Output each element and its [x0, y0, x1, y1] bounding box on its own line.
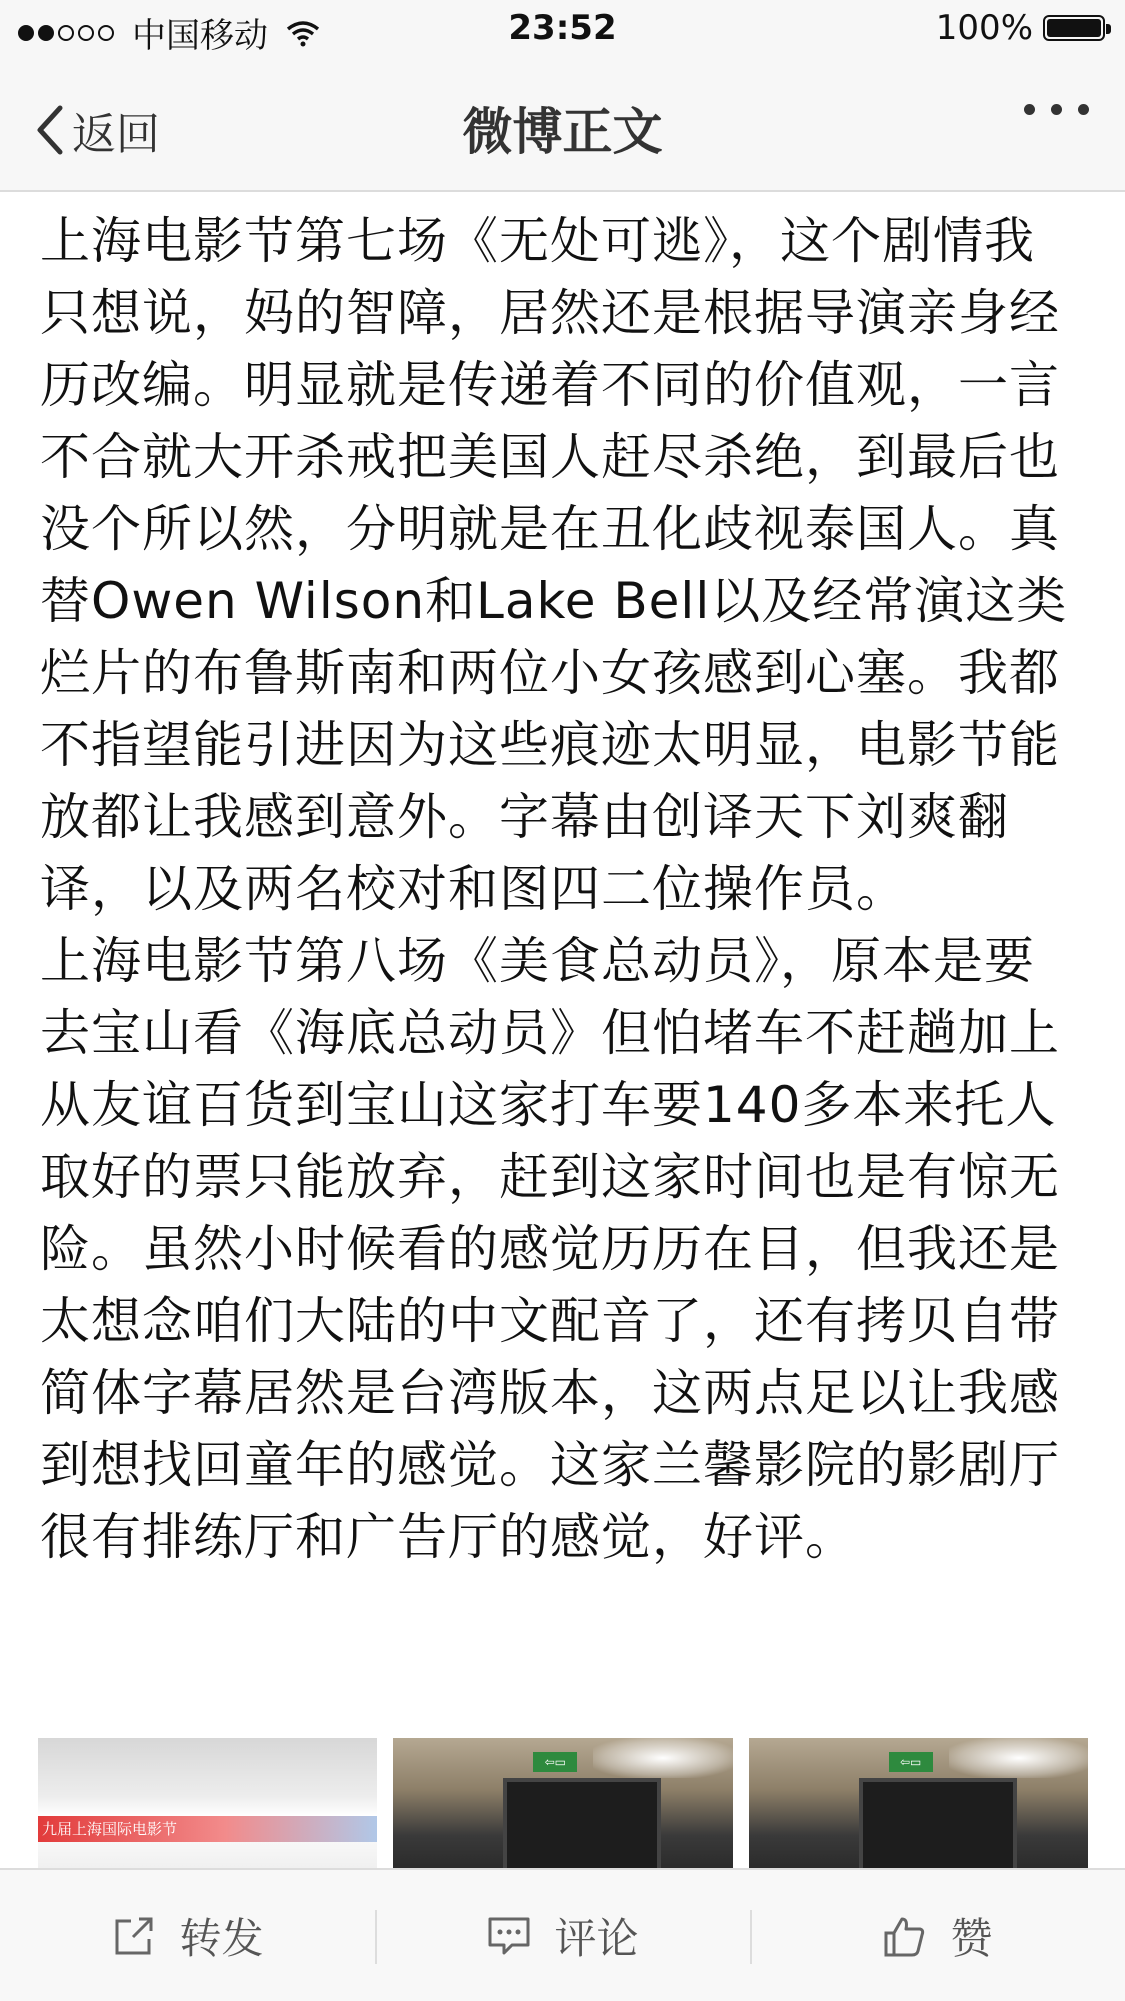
- nav-bar: [0, 60, 1125, 192]
- post-paragraph: 上海电影节第八场《美食总动员》，原本是要去宝山看《海底总动员》但怕堵车不赶趟加上从友谊百货到宝山这家打车要140多本来托人取好的票只能放弃，赶到这家时间也是有惊无险。虽然小时候看的感觉历历在目，但我还是太想念咱们大陆的中文配音了，还有拷贝自带简体字幕居然是台湾版本，这两点足以让我感到想找回童年的感觉。这家兰馨影院的影剧厅很有排练厅和广告厅的感觉，好评。: [40, 932, 1060, 1566]
- status-bar: [0, 0, 1125, 60]
- repost-label: 转发: [179, 1913, 264, 1963]
- comment-icon: [486, 1913, 532, 1959]
- back-label: 返回: [72, 109, 160, 160]
- like-button[interactable]: [750, 1870, 1125, 2001]
- carrier-name: 中国移动: [132, 16, 268, 56]
- battery-icon: [1043, 15, 1105, 41]
- clock: 23:52: [508, 8, 617, 48]
- battery-group: [936, 8, 1105, 48]
- post-photo[interactable]: [749, 1738, 1088, 1868]
- photo-banner-text: 九届上海国际电影节: [42, 1820, 178, 1838]
- more-dot-icon: [1078, 104, 1089, 115]
- comment-label: 评论: [554, 1913, 639, 1963]
- repost-button[interactable]: [0, 1870, 375, 2001]
- action-toolbar: [0, 1868, 1125, 2001]
- battery-percent: 100%: [935, 8, 1033, 48]
- thumbs-up-icon: [882, 1913, 928, 1959]
- share-icon: [111, 1913, 157, 1959]
- exit-sign: ⇦▭: [889, 1752, 933, 1772]
- photo-grid: [38, 1738, 1088, 1868]
- ceiling-light: [593, 1738, 732, 1778]
- theater-door: [503, 1778, 661, 1868]
- post-photo[interactable]: [393, 1738, 732, 1868]
- more-dot-icon: [1051, 104, 1062, 115]
- comment-button[interactable]: [375, 1870, 750, 2001]
- page-title: 微博正文: [462, 103, 663, 161]
- post-paragraph: 上海电影节第七场《无处可逃》，这个剧情我只想说，妈的智障，居然还是根据导演亲身经历改编。明显就是传递着不同的价值观，一言不合就大开杀戒把美国人赶尽杀绝，到最后也没个所以然，分明就是在丑化歧视泰国人。真替Owen Wilson和Lake Bell以及经常演这类烂片的布鲁斯南和两位小女孩感到心塞。我都不指望能引进因为这些痕迹太明显，电影节能放都让我感到意外。字幕由创译天下刘爽翻译，以及两名校对和图四二位操作员。: [40, 212, 1068, 918]
- theater-door: [859, 1778, 1017, 1868]
- post-body: [40, 205, 1085, 1573]
- more-dot-icon: [1024, 104, 1035, 115]
- like-label: 赞: [950, 1913, 993, 1963]
- exit-sign: ⇦▭: [533, 1752, 577, 1772]
- ceiling-light: [949, 1738, 1088, 1778]
- more-button[interactable]: [1024, 104, 1089, 115]
- post-photo[interactable]: [38, 1738, 377, 1868]
